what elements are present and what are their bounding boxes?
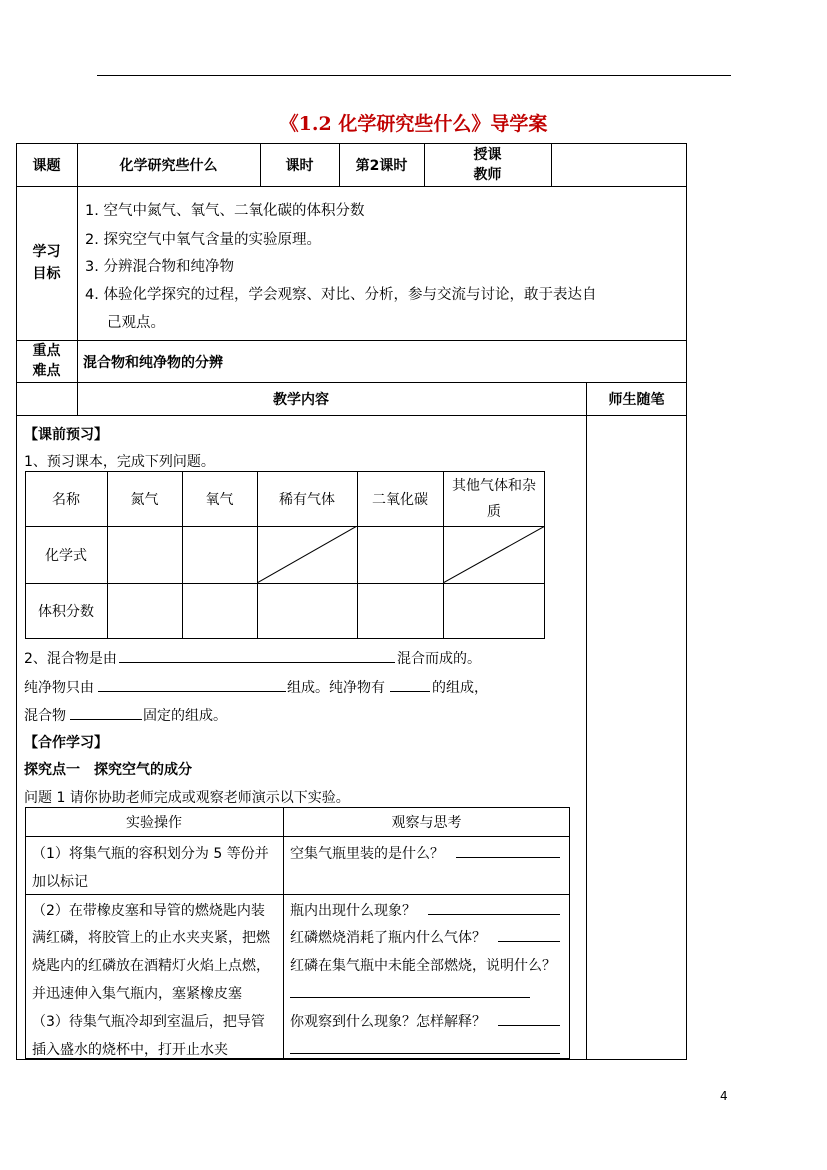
exp-think: 瓶内出现什么现象？ bbox=[290, 903, 416, 919]
objective-item: 2. 探究空气中氧气含量的实验原理。 bbox=[85, 232, 321, 248]
q2-text: 的组成， bbox=[432, 680, 488, 696]
blank-line[interactable] bbox=[290, 997, 530, 998]
q2-text: 组成。纯净物有 bbox=[287, 680, 385, 696]
blank-line[interactable] bbox=[70, 719, 142, 720]
key-label: 重点 难点 bbox=[32, 343, 61, 379]
blank-line[interactable] bbox=[456, 857, 560, 858]
header-period-label: 课时 bbox=[285, 157, 314, 174]
gas-row-label: 体积分数 bbox=[38, 604, 94, 620]
q2-text: 纯净物只由 bbox=[24, 680, 94, 696]
exp-think: 空集气瓶里装的是什么？ bbox=[290, 846, 444, 862]
exp-think: 红磷燃烧消耗了瓶内什么气体？ bbox=[290, 930, 486, 946]
header-rule bbox=[97, 75, 731, 76]
gas-header: 氧气 bbox=[205, 491, 234, 508]
header-teacher-label: 授课 教师 bbox=[473, 146, 502, 183]
diagonal-strike bbox=[443, 526, 545, 583]
preview-q1: 1、预习课本，完成下列问题。 bbox=[24, 454, 215, 470]
blank-line[interactable] bbox=[119, 662, 395, 663]
gas-header: 二氧化碳 bbox=[372, 491, 428, 508]
exp-think: 红磷在集气瓶中未能全部燃烧，说明什么？ bbox=[290, 958, 556, 974]
q2-text: 混合物 bbox=[24, 708, 66, 724]
header-period-value: 第2课时 bbox=[355, 157, 408, 174]
objective-item: 1. 空气中氮气、氧气、二氧化碳的体积分数 bbox=[85, 203, 365, 219]
objective-item: 己观点。 bbox=[107, 315, 165, 331]
page-number: 4 bbox=[720, 1089, 728, 1103]
exp-op: 插入盛水的烧杯中，打开止水夹 bbox=[32, 1042, 228, 1058]
page-title: 《1.2 化学研究些什么》导学案 bbox=[279, 113, 548, 135]
coop-heading: 【合作学习】 bbox=[24, 735, 108, 751]
objective-item: 3. 分辨混合物和纯净物 bbox=[85, 259, 234, 275]
coop-point: 探究点一 探究空气的成分 bbox=[24, 762, 192, 778]
gas-header: 稀有气体 bbox=[279, 491, 335, 508]
blank-line[interactable] bbox=[290, 1053, 560, 1054]
blank-line[interactable] bbox=[498, 941, 560, 942]
exp-op: （1）将集气瓶的容积划分为 5 等份并 bbox=[32, 846, 269, 862]
exp-op: （2）在带橡皮塞和导管的燃烧匙内装 bbox=[32, 903, 265, 919]
exp-op: 满红磷，将胶管上的止水夹夹紧，把燃 bbox=[32, 930, 270, 946]
exp-op: 并迅速伸入集气瓶内，塞紧橡皮塞 bbox=[32, 986, 242, 1002]
content-header-left: 教学内容 bbox=[273, 391, 329, 408]
blank-line[interactable] bbox=[428, 914, 560, 915]
q2-text: 2、混合物是由 bbox=[24, 651, 117, 667]
q2-text: 固定的组成。 bbox=[143, 708, 227, 724]
objective-item: 4. 体验化学探究的过程，学会观察、对比、分析，参与交流与讨论，敢于表达自 bbox=[85, 287, 597, 303]
blank-line[interactable] bbox=[98, 691, 286, 692]
gas-row-label: 化学式 bbox=[45, 547, 87, 564]
key-text: 混合物和纯净物的分辨 bbox=[83, 355, 223, 371]
gas-header: 名称 bbox=[52, 491, 80, 508]
exp-col-header: 实验操作 bbox=[126, 814, 182, 831]
header-topic-label: 课题 bbox=[32, 157, 61, 174]
gas-header: 氮气 bbox=[130, 491, 159, 508]
diagonal-strike bbox=[257, 526, 357, 583]
blank-line[interactable] bbox=[498, 1025, 560, 1026]
content-header-right: 师生随笔 bbox=[608, 391, 665, 408]
coop-question: 问题 1 请你协助老师完成或观察老师演示以下实验。 bbox=[24, 790, 350, 806]
exp-op: 烧匙内的红磷放在酒精灯火焰上点燃， bbox=[32, 958, 270, 974]
exp-op: 加以标记 bbox=[32, 874, 88, 890]
blank-line[interactable] bbox=[390, 691, 430, 692]
gas-header: 其他气体和杂 质 bbox=[452, 477, 536, 520]
q2-text: 混合而成的。 bbox=[397, 651, 481, 667]
objectives-label: 学习 目标 bbox=[32, 244, 61, 282]
exp-op: （3）待集气瓶冷却到室温后，把导管 bbox=[32, 1014, 265, 1030]
header-topic-value: 化学研究些什么 bbox=[119, 157, 218, 174]
preview-heading: 【课前预习】 bbox=[24, 427, 108, 443]
exp-col-header: 观察与思考 bbox=[391, 814, 462, 831]
exp-think: 你观察到什么现象？怎样解释？ bbox=[290, 1014, 486, 1030]
